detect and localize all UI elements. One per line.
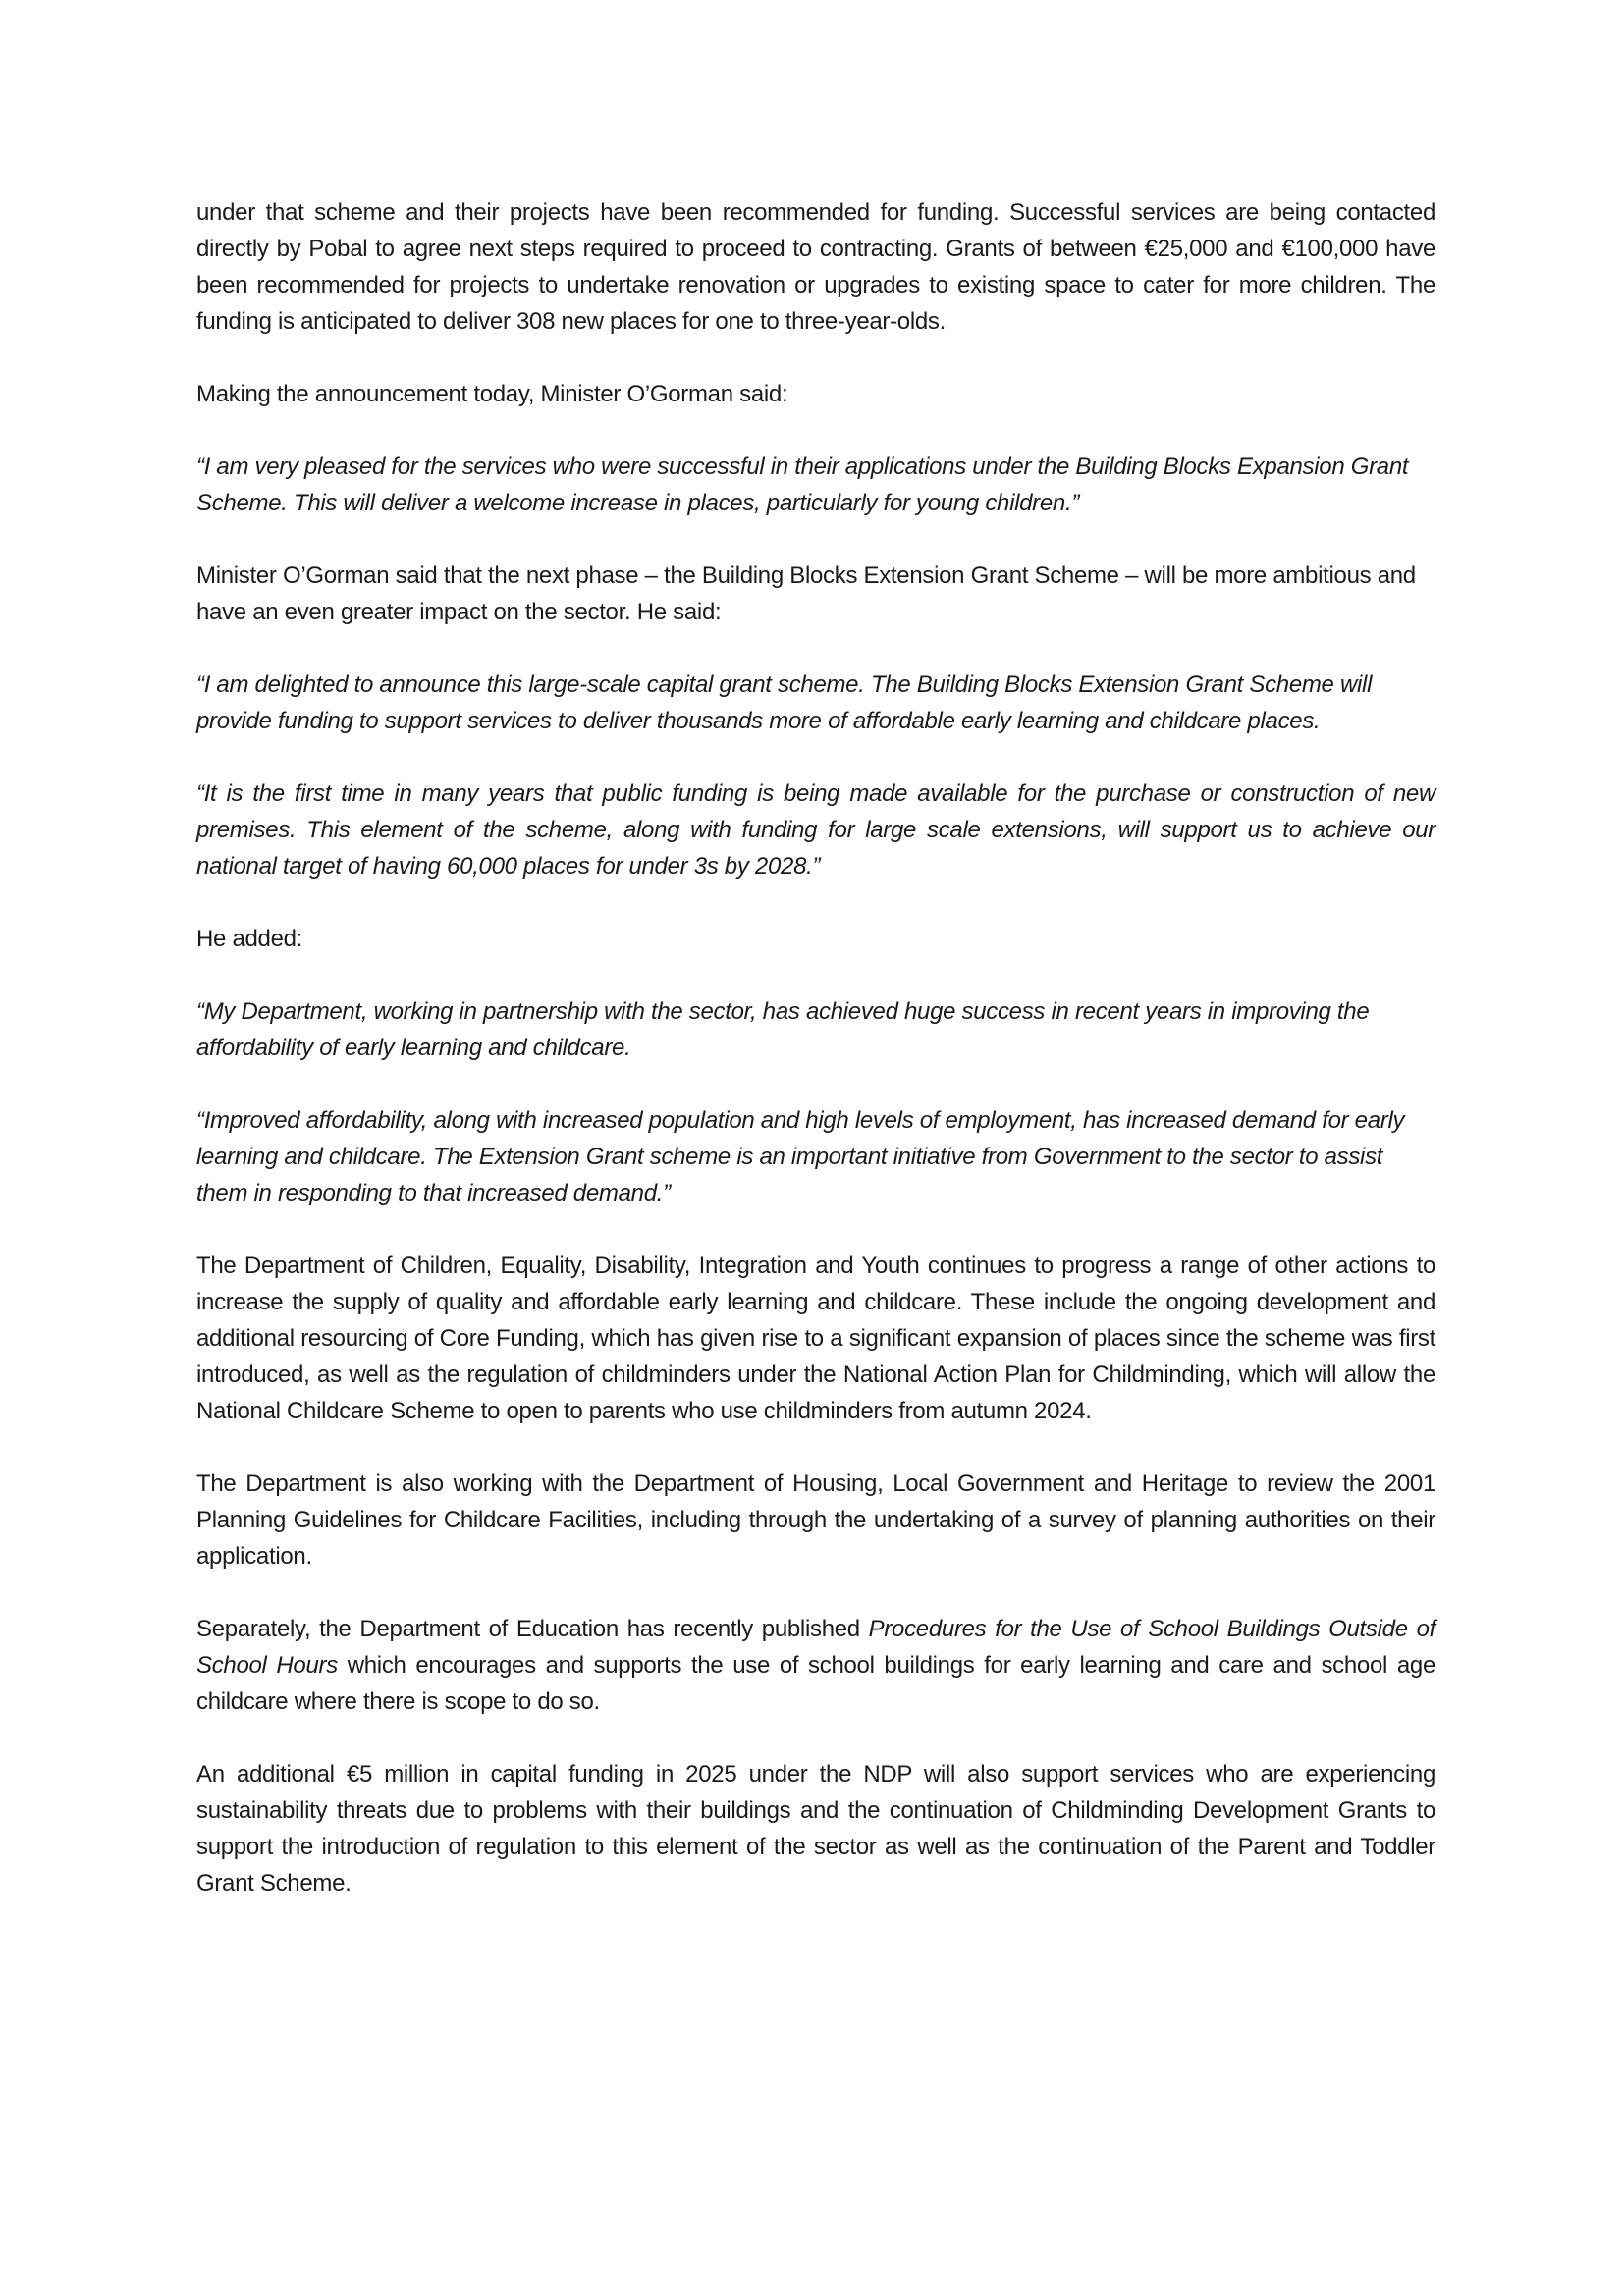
quote-first-time-funding: “It is the first time in many years that public funding is being made available for the purchase or construction of new premises. This element of the scheme, along with funding for large scale extensions, will support us to achieve our national target of having 60,000 places for under 3s by 2028.” (196, 780, 1435, 880)
paragraph-next-phase: Minister O’Gorman said that the next phase – the Building Blocks Extension Grant Scheme – will be more ambitious and have an even greater impact on the sector. He said: (196, 562, 1416, 625)
paragraph-planning-guidelines: The Department is also working with the Department of Housing, Local Government and Heritage to review the 2001 Planning Guidelines for Childcare Facilities, including through the undertaking of a survey of planning authorities on their application. (196, 1470, 1435, 1570)
quote-affordability: “My Department, working in partnership with the sector, has achieved huge success in recent years in improving the affordability of early learning and childcare. (196, 998, 1370, 1061)
paragraph-he-added: He added: (196, 926, 303, 952)
paragraph-announcement-intro: Making the announcement today, Minister O’Gorman said: (196, 381, 788, 407)
paragraph-department-actions: The Department of Children, Equality, Disability, Integration and Youth continues to progress a range of other actions to increase the supply of quality and affordable early learning and childcare. These include the ongoing development and additional resourcing of Core Funding, which has given rise to a significant expansion of places since the scheme was first introduced, as well as the regulation of childminders under the National Action Plan for Childminding, which will allow the National Childcare Scheme to open to parents who use childminders from autumn 2024. (196, 1253, 1435, 1424)
school-buildings-text-before: Separately, the Department of Education has recently published (196, 1616, 869, 1642)
paragraph-school-buildings (196, 1611, 1435, 1720)
quote-expansion-grant: “I am very pleased for the services who were successful in their applications under the Building Blocks Expansion Grant Scheme. This will deliver a welcome increase in places, particularly for young children.” (196, 454, 1409, 516)
document-page (196, 194, 1435, 1938)
paragraph-capital-funding-2025: An additional €5 million in capital funding in 2025 under the NDP will also support services who are experiencing sustainability threats due to problems with their buildings and the continuation of Childminding Development Grants to support the introduction of regulation to this element of the sector as well as the continuation of the Parent and Toddler Grant Scheme. (196, 1761, 1435, 1896)
paragraph-pobal-funding: under that scheme and their projects have been recommended for funding. Successful services are being contacted directly by Pobal to agree next steps required to proceed to contracting. Grants of between €25,000 and €100,000 have been recommended for projects to undertake renovation or upgrades to existing space to cater for more children. The funding is anticipated to deliver 308 new places for one to three-year-olds. (196, 199, 1435, 335)
quote-extension-grant: “I am delighted to announce this large-scale capital grant scheme. The Building Blocks Extension Grant Scheme will provide funding to support services to deliver thousands more of affordable early learning and childcare places. (196, 671, 1373, 734)
school-buildings-text-after: which encourages and supports the use of school buildings for early learning and care and school age childcare where there is scope to do so. (196, 1652, 1435, 1715)
quote-increased-demand: “Improved affordability, along with increased population and high levels of employment, has increased demand for early learning and childcare. The Extension Grant scheme is an important initiative from Government to the sector to assist them in responding to that increased demand.” (196, 1107, 1405, 1206)
procedures-publication-title: Procedures for the Use of School Buildings Outside of School Hours (196, 1616, 1435, 1679)
